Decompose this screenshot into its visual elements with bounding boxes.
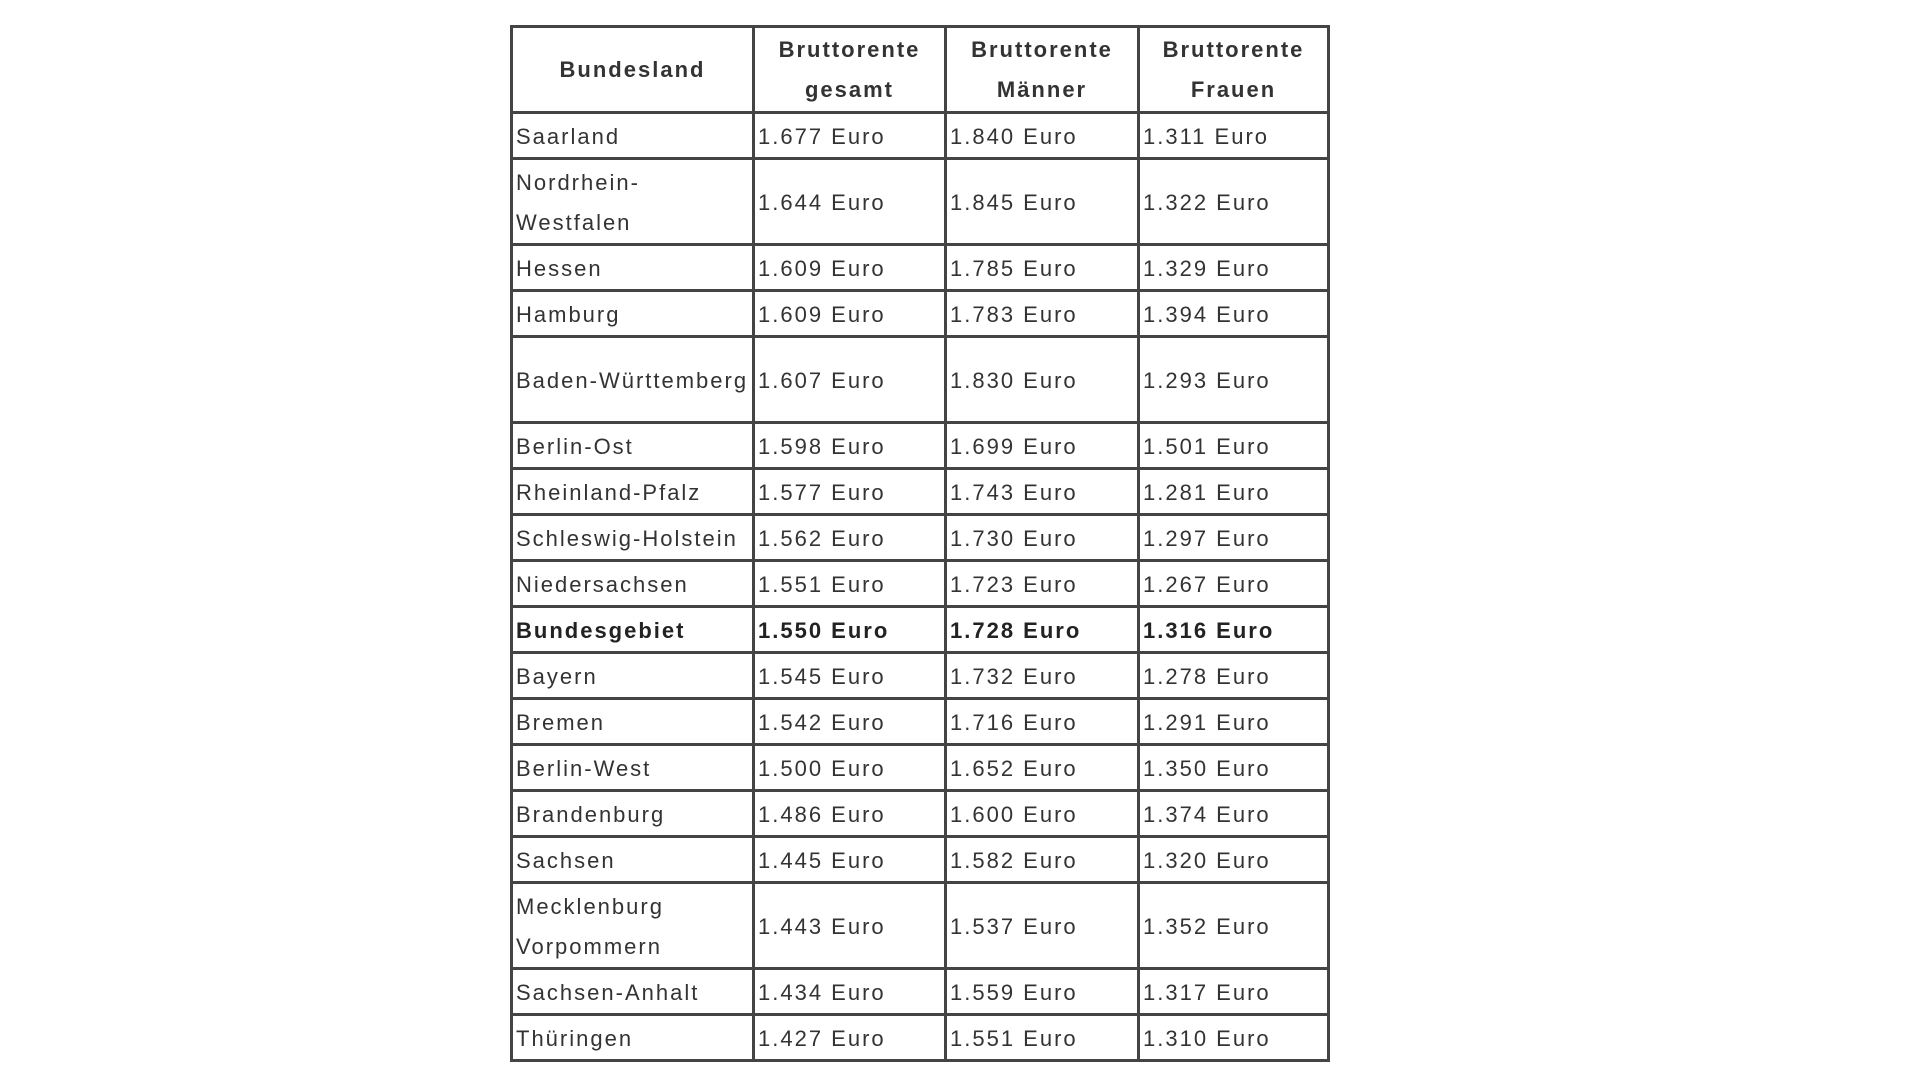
table-row-total: [512, 607, 1329, 653]
cell-maenner: 1.537 Euro: [946, 883, 1139, 969]
table-row: [512, 245, 1329, 291]
cell-gesamt: 1.500 Euro: [754, 745, 946, 791]
table-row: [512, 699, 1329, 745]
cell-frauen: 1.394 Euro: [1139, 291, 1329, 337]
header-bruttorente-maenner: Bruttorente Männer: [946, 27, 1139, 113]
cell-bundesland: Mecklenburg Vorpommern: [512, 883, 754, 969]
cell-maenner: 1.728 Euro: [946, 607, 1139, 653]
cell-maenner: 1.551 Euro: [946, 1015, 1139, 1061]
cell-bundesland: Niedersachsen: [512, 561, 754, 607]
cell-gesamt: 1.609 Euro: [754, 245, 946, 291]
cell-gesamt: 1.644 Euro: [754, 159, 946, 245]
cell-bundesland: Rheinland-Pfalz: [512, 469, 754, 515]
cell-gesamt: 1.545 Euro: [754, 653, 946, 699]
cell-gesamt: 1.609 Euro: [754, 291, 946, 337]
cell-frauen: 1.278 Euro: [1139, 653, 1329, 699]
cell-maenner: 1.783 Euro: [946, 291, 1139, 337]
cell-frauen: 1.350 Euro: [1139, 745, 1329, 791]
cell-maenner: 1.716 Euro: [946, 699, 1139, 745]
cell-maenner: 1.652 Euro: [946, 745, 1139, 791]
cell-frauen: 1.281 Euro: [1139, 469, 1329, 515]
cell-bundesland: Schleswig-Holstein: [512, 515, 754, 561]
cell-maenner: 1.699 Euro: [946, 423, 1139, 469]
cell-maenner: 1.559 Euro: [946, 969, 1139, 1015]
cell-bundesland: Berlin-West: [512, 745, 754, 791]
cell-frauen: 1.297 Euro: [1139, 515, 1329, 561]
cell-maenner: 1.845 Euro: [946, 159, 1139, 245]
cell-frauen: 1.322 Euro: [1139, 159, 1329, 245]
table-row: [512, 1015, 1329, 1061]
cell-gesamt: 1.677 Euro: [754, 113, 946, 159]
cell-bundesland: Hessen: [512, 245, 754, 291]
cell-bundesland: Sachsen-Anhalt: [512, 969, 754, 1015]
cell-bundesland: Bremen: [512, 699, 754, 745]
cell-gesamt: 1.486 Euro: [754, 791, 946, 837]
cell-gesamt: 1.445 Euro: [754, 837, 946, 883]
cell-bundesland: Nordrhein-Westfalen: [512, 159, 754, 245]
cell-frauen: 1.329 Euro: [1139, 245, 1329, 291]
cell-bundesland: Bundesgebiet: [512, 607, 754, 653]
cell-frauen: 1.291 Euro: [1139, 699, 1329, 745]
cell-maenner: 1.830 Euro: [946, 337, 1139, 423]
table-header-row: [512, 27, 1329, 113]
cell-maenner: 1.743 Euro: [946, 469, 1139, 515]
table-row: [512, 291, 1329, 337]
table-row: [512, 837, 1329, 883]
cell-frauen: 1.374 Euro: [1139, 791, 1329, 837]
table-row: [512, 423, 1329, 469]
cell-frauen: 1.267 Euro: [1139, 561, 1329, 607]
cell-frauen: 1.320 Euro: [1139, 837, 1329, 883]
cell-maenner: 1.785 Euro: [946, 245, 1139, 291]
table-row: [512, 791, 1329, 837]
cell-frauen: 1.310 Euro: [1139, 1015, 1329, 1061]
header-bruttorente-frauen: Bruttorente Frauen: [1139, 27, 1329, 113]
pension-table: [510, 25, 1330, 1062]
cell-maenner: 1.840 Euro: [946, 113, 1139, 159]
cell-maenner: 1.732 Euro: [946, 653, 1139, 699]
cell-maenner: 1.730 Euro: [946, 515, 1139, 561]
cell-gesamt: 1.542 Euro: [754, 699, 946, 745]
header-bundesland: Bundesland: [512, 27, 754, 113]
cell-bundesland: Berlin-Ost: [512, 423, 754, 469]
cell-gesamt: 1.427 Euro: [754, 1015, 946, 1061]
cell-gesamt: 1.577 Euro: [754, 469, 946, 515]
cell-bundesland: Brandenburg: [512, 791, 754, 837]
cell-gesamt: 1.598 Euro: [754, 423, 946, 469]
cell-bundesland: Bayern: [512, 653, 754, 699]
cell-frauen: 1.311 Euro: [1139, 113, 1329, 159]
table-row: [512, 561, 1329, 607]
table-row: [512, 469, 1329, 515]
table-row: [512, 969, 1329, 1015]
table-row: [512, 745, 1329, 791]
cell-frauen: 1.293 Euro: [1139, 337, 1329, 423]
cell-gesamt: 1.434 Euro: [754, 969, 946, 1015]
cell-bundesland: Sachsen: [512, 837, 754, 883]
cell-bundesland: Thüringen: [512, 1015, 754, 1061]
table-row: [512, 515, 1329, 561]
cell-frauen: 1.352 Euro: [1139, 883, 1329, 969]
cell-frauen: 1.316 Euro: [1139, 607, 1329, 653]
table-row: [512, 653, 1329, 699]
cell-gesamt: 1.550 Euro: [754, 607, 946, 653]
cell-gesamt: 1.443 Euro: [754, 883, 946, 969]
table-row: [512, 337, 1329, 423]
cell-maenner: 1.723 Euro: [946, 561, 1139, 607]
table-row: [512, 159, 1329, 245]
cell-frauen: 1.501 Euro: [1139, 423, 1329, 469]
cell-bundesland: Baden-Württemberg: [512, 337, 754, 423]
cell-maenner: 1.582 Euro: [946, 837, 1139, 883]
cell-bundesland: Saarland: [512, 113, 754, 159]
cell-maenner: 1.600 Euro: [946, 791, 1139, 837]
cell-frauen: 1.317 Euro: [1139, 969, 1329, 1015]
table-row: [512, 113, 1329, 159]
cell-gesamt: 1.607 Euro: [754, 337, 946, 423]
cell-gesamt: 1.562 Euro: [754, 515, 946, 561]
cell-gesamt: 1.551 Euro: [754, 561, 946, 607]
header-bruttorente-gesamt: Bruttorente gesamt: [754, 27, 946, 113]
cell-bundesland: Hamburg: [512, 291, 754, 337]
table-row: [512, 883, 1329, 969]
